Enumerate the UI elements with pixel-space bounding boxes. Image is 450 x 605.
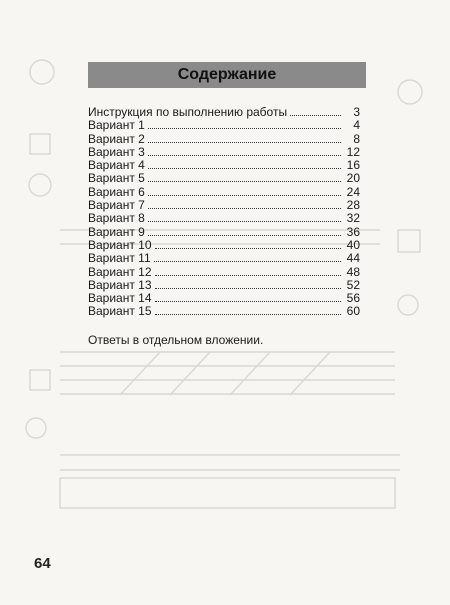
- toc-entry-label: Вариант 15: [88, 304, 152, 319]
- toc-entry: [88, 172, 360, 185]
- toc-leader-dots: [154, 252, 341, 262]
- table-of-contents: [88, 106, 360, 319]
- toc-entry-label: Вариант 9: [88, 224, 145, 239]
- toc-entry-page: 16: [346, 158, 360, 173]
- toc-entry-page: 20: [346, 171, 360, 186]
- toc-entry-label: Вариант 1: [88, 118, 145, 133]
- toc-entry: [88, 279, 360, 292]
- toc-entry: [88, 146, 360, 159]
- toc-entry-label: Вариант 3: [88, 144, 145, 159]
- toc-entry: [88, 252, 360, 265]
- toc-entry-label: Вариант 2: [88, 131, 145, 146]
- toc-entry-label: Вариант 5: [88, 171, 145, 186]
- toc-entry-label: Вариант 8: [88, 211, 145, 226]
- toc-leader-dots: [155, 279, 341, 289]
- toc-entry: [88, 159, 360, 172]
- toc-entry-label: Вариант 13: [88, 277, 152, 292]
- toc-entry-page: 4: [353, 118, 360, 133]
- toc-entry-page: 8: [353, 131, 360, 146]
- toc-entry-page: 60: [346, 304, 360, 319]
- toc-entry-label: Вариант 14: [88, 291, 152, 306]
- toc-leader-dots: [148, 119, 341, 129]
- toc-entry: [88, 305, 360, 318]
- toc-entry-page: 40: [346, 237, 360, 252]
- toc-entry-label: Инструкция по выполнению работы: [88, 105, 288, 119]
- toc-entry: [88, 266, 360, 279]
- toc-entry-page: 24: [346, 184, 360, 199]
- contents-header-bar: [88, 62, 366, 88]
- toc-entry-page: 32: [346, 211, 360, 226]
- answers-note: Ответы в отдельном вложении.: [88, 333, 264, 347]
- toc-entry: [88, 212, 360, 225]
- toc-entry-label: Вариант 4: [88, 158, 145, 173]
- toc-entry: [88, 133, 360, 146]
- toc-leader-dots: [148, 172, 341, 182]
- toc-entry-page: 56: [346, 291, 360, 306]
- toc-leader-dots: [155, 239, 341, 249]
- toc-entry-page: 52: [346, 277, 360, 292]
- toc-leader-dots: [148, 186, 341, 196]
- toc-entry-label: Вариант 6: [88, 184, 145, 199]
- toc-entry: [88, 239, 360, 252]
- toc-entry-page: 3: [353, 105, 360, 119]
- toc-leader-dots: [148, 199, 341, 209]
- toc-entry-page: 12: [346, 144, 360, 159]
- toc-leader-dots: [148, 226, 341, 236]
- page-number: 64: [34, 555, 51, 572]
- toc-entry-page: 44: [346, 251, 360, 266]
- toc-entry: [88, 292, 360, 305]
- toc-entry: [88, 119, 360, 132]
- toc-leader-dots: [290, 106, 341, 116]
- toc-leader-dots: [148, 159, 341, 169]
- toc-entry-label: Вариант 12: [88, 264, 152, 279]
- contents-title: Содержание: [177, 66, 277, 83]
- toc-entry-page: 36: [346, 224, 360, 239]
- toc-leader-dots: [148, 212, 341, 222]
- toc-leader-dots: [148, 133, 341, 143]
- toc-leader-dots: [155, 292, 341, 302]
- toc-entry-label: Вариант 11: [88, 251, 151, 266]
- toc-entry: [88, 226, 360, 239]
- toc-entry-label: Вариант 10: [88, 237, 152, 252]
- toc-leader-dots: [155, 305, 341, 315]
- toc-leader-dots: [155, 266, 341, 276]
- toc-entry: [88, 186, 360, 199]
- toc-entry-page: 48: [346, 264, 360, 279]
- toc-entry: [88, 106, 360, 119]
- toc-entry: [88, 199, 360, 212]
- toc-leader-dots: [148, 146, 341, 156]
- toc-entry-label: Вариант 7: [88, 198, 145, 213]
- toc-entry-page: 28: [346, 198, 360, 213]
